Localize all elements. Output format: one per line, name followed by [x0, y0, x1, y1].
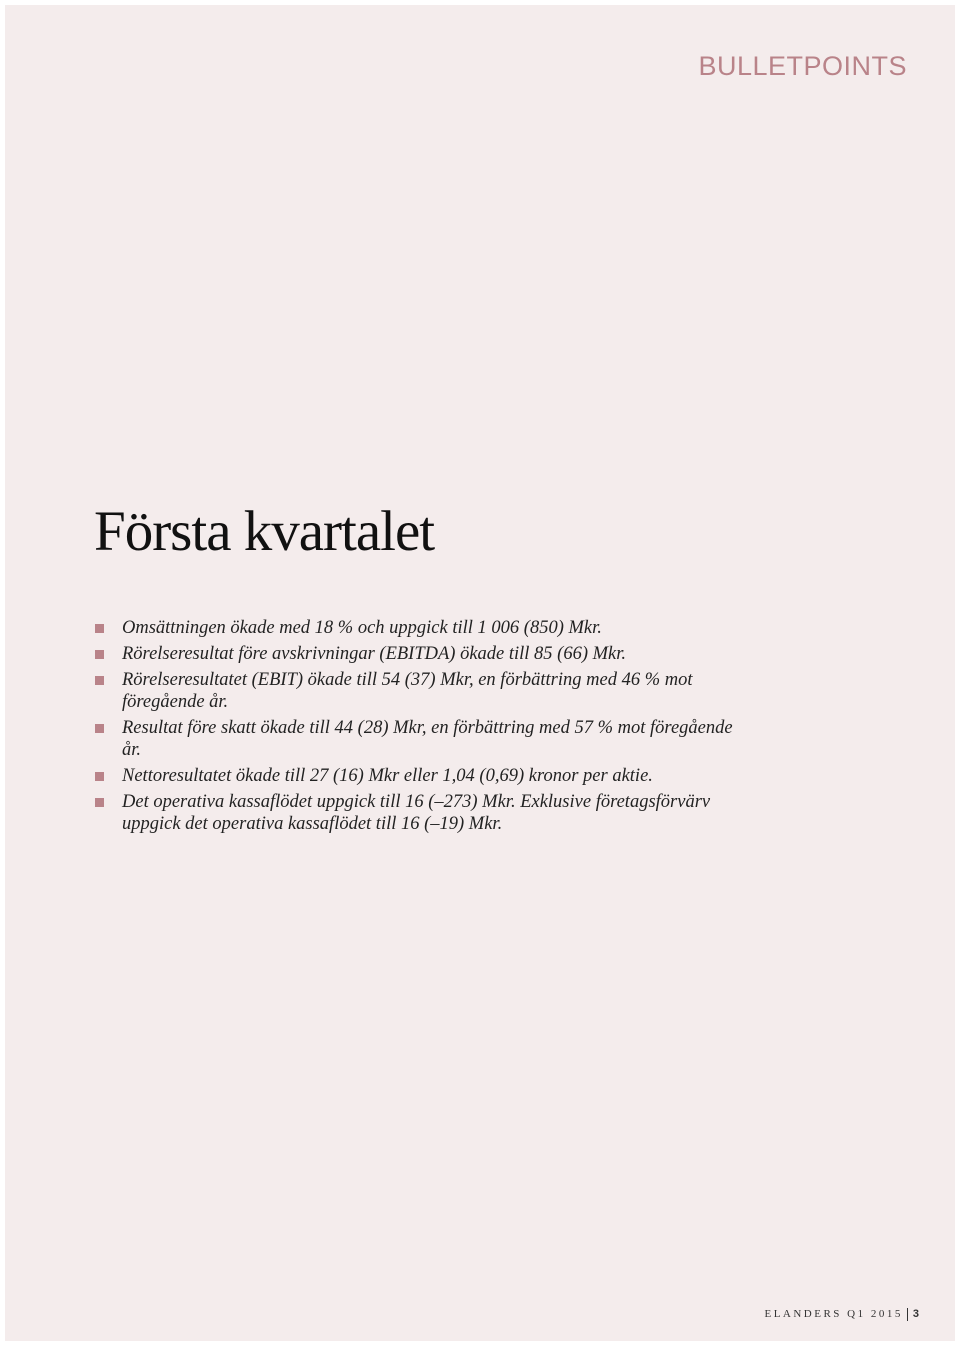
bullet-text: Resultat före skatt ökade till 44 (28) Mkr, en förbättring med 57 % mot föregående år. — [122, 718, 733, 760]
square-bullet-icon — [95, 676, 104, 685]
page-footer — [764, 1307, 919, 1321]
bullet-text: Nettoresultatet ökade till 27 (16) Mkr eller 1,04 (0,69) kronor per aktie. — [122, 766, 653, 786]
square-bullet-icon — [95, 624, 104, 633]
bullet-text: Rörelseresultatet (EBIT) ökade till 54 (37) Mkr, en förbättring med 46 % mot föregående år. — [122, 670, 693, 712]
bullet-text: Det operativa kassaflödet uppgick till 16 (–273) Mkr. Exklusive företagsförvärv uppgick det operativa kassaflödet till 16 (–19) Mkr. — [122, 792, 711, 834]
bullet-text: Omsättningen ökade med 18 % och uppgick till 1 006 (850) Mkr. — [122, 618, 602, 638]
footer-divider — [907, 1308, 908, 1321]
bullet-list — [93, 617, 753, 839]
document-page — [5, 5, 955, 1341]
square-bullet-icon — [95, 650, 104, 659]
bullet-item — [93, 643, 753, 665]
bullet-item — [93, 669, 753, 713]
square-bullet-icon — [95, 772, 104, 781]
page-title: Första kvartalet — [94, 500, 435, 563]
section-label: BULLETPOINTS — [698, 51, 907, 81]
bullet-item — [93, 791, 753, 835]
bullet-item — [93, 717, 753, 761]
bullet-item — [93, 617, 753, 639]
square-bullet-icon — [95, 724, 104, 733]
page-number: 3 — [912, 1308, 919, 1320]
bullet-text: Rörelseresultat före avskrivningar (EBITDA) ökade till 85 (66) Mkr. — [122, 644, 627, 664]
square-bullet-icon — [95, 798, 104, 807]
footer-brand: ELANDERS Q1 2015 — [764, 1308, 903, 1320]
bullet-item — [93, 765, 753, 787]
